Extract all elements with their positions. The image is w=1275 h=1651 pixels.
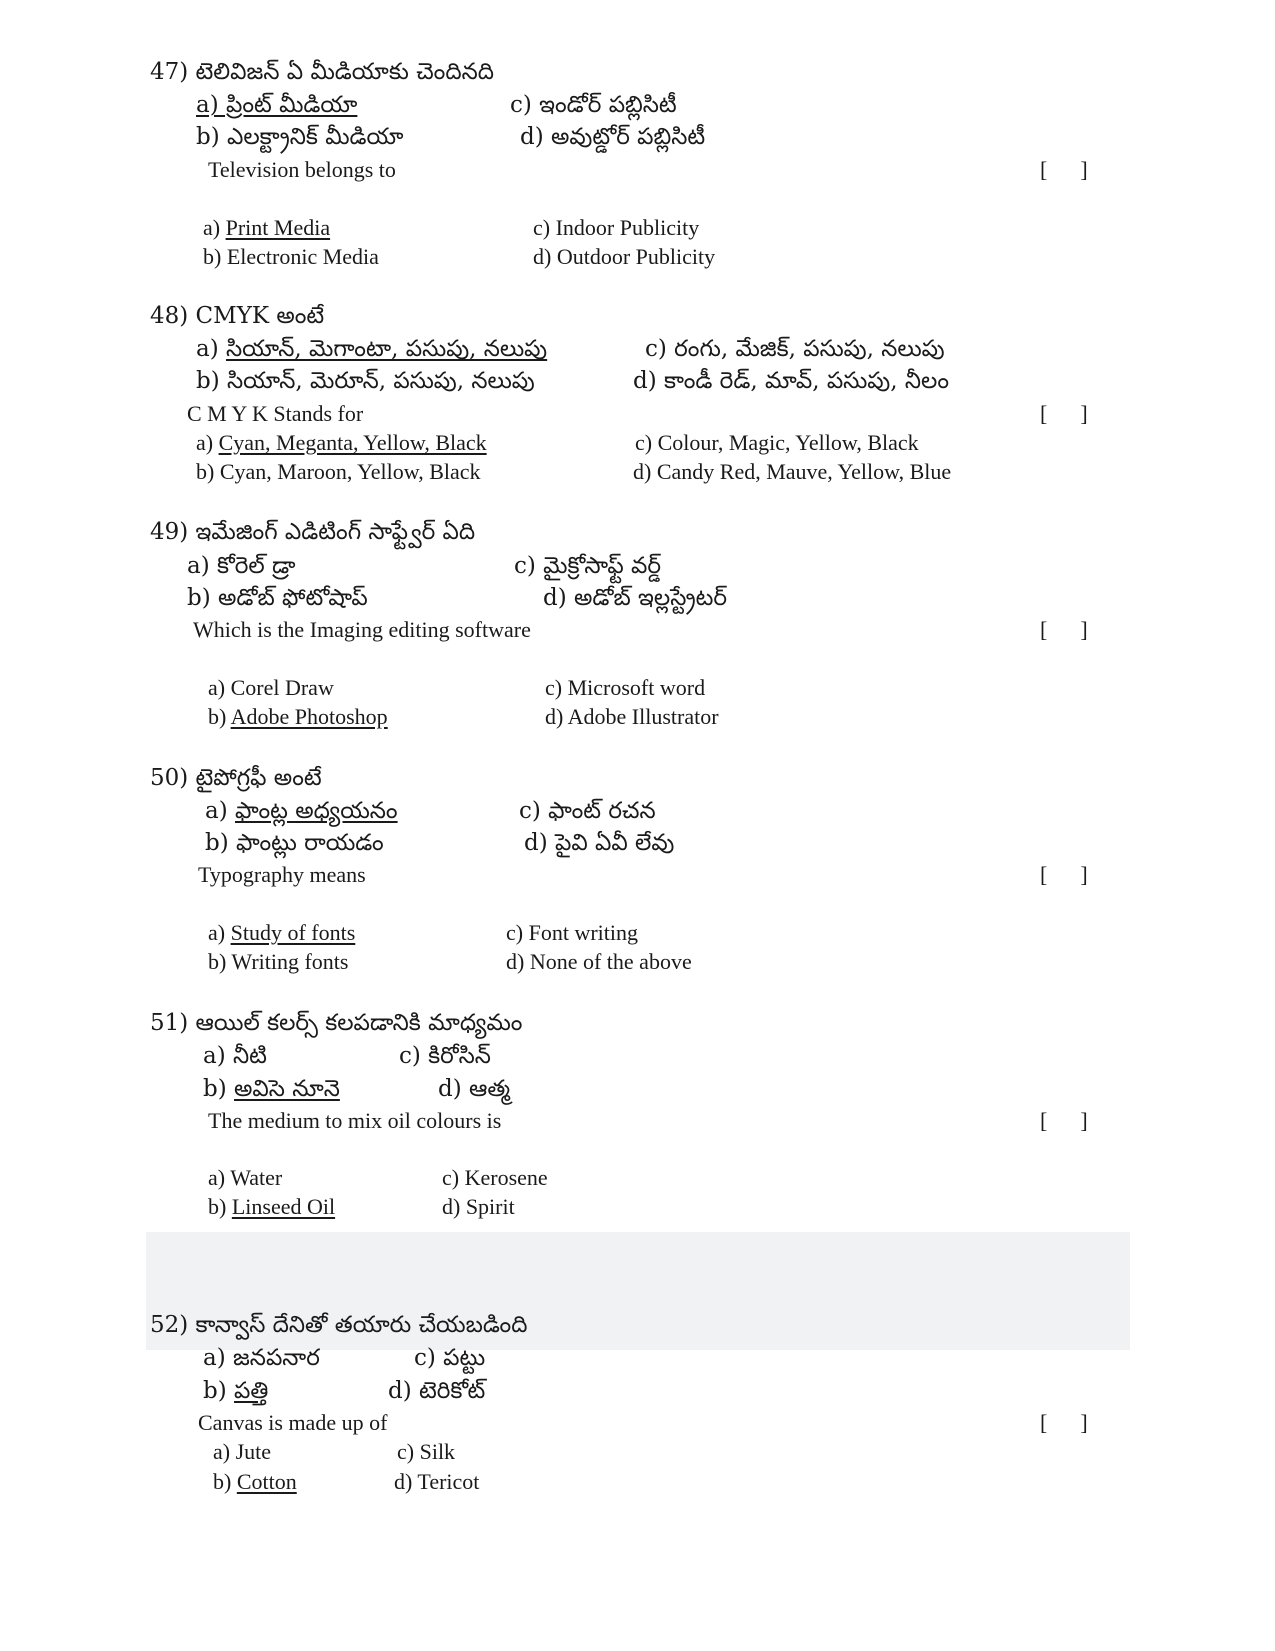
option-b-telugu — [203, 1078, 340, 1101]
question-text-english: Which is the Imaging editing software — [193, 617, 531, 642]
answer-underline: అవిసె నూనె — [234, 1076, 340, 1102]
answer-underline: Cotton — [236, 1469, 297, 1494]
option-c-telugu: c) రంగు, మేజిక్, పసుపు, నలుపు — [645, 336, 945, 362]
option-d-english: d) None of the above — [506, 949, 692, 974]
answer-bracket: [ ] — [1040, 1410, 1088, 1435]
question-text-english: The medium to mix oil colours is — [208, 1108, 502, 1133]
question-text-english: Typography means — [198, 862, 366, 887]
answer-bracket: [ ] — [1040, 617, 1088, 642]
option-c-english: c) Colour, Magic, Yellow, Black — [635, 430, 919, 455]
option-b-telugu: b) ఫాంట్లు రాయడం — [205, 830, 384, 856]
question-text-telugu: 51) ఆయిల్ కలర్స్ కలపడానికి మాధ్యమం — [150, 1010, 523, 1036]
question-text-telugu: 48) CMYK అంటే — [150, 303, 325, 329]
answer-underline: పత్తి — [234, 1378, 269, 1404]
option-label: a) — [196, 336, 226, 362]
option-c-telugu: c) ఇండోర్ పబ్లిసిటీ — [510, 92, 677, 118]
answer-underline: ఫాంట్ల అధ్యయనం — [235, 798, 398, 824]
answer-underline: Study of fonts — [230, 920, 356, 945]
option-b-telugu: b) ఎలక్ట్రానిక్ మీడియా — [196, 124, 404, 150]
option-d-telugu: d) పైవి ఏవీ లేవు — [524, 830, 675, 856]
option-b-telugu: b) అడోబ్ ఫోటోషాప్ — [187, 585, 368, 611]
answer-bracket: [ ] — [1040, 862, 1088, 887]
option-b-english: b) Writing fonts — [208, 949, 349, 974]
option-d-telugu: d) ఆత్మ — [438, 1076, 511, 1102]
option-c-english: c) Kerosene — [442, 1165, 548, 1190]
option-d-english: d) Spirit — [442, 1194, 515, 1219]
option-label: b) — [203, 1378, 235, 1404]
option-b-english — [208, 1196, 335, 1218]
option-label: b) — [203, 1076, 235, 1102]
option-a-telugu — [196, 338, 547, 361]
option-c-english: c) Indoor Publicity — [533, 215, 700, 240]
option-a-telugu: a) జనపనార — [203, 1345, 320, 1371]
answer-underline: సియాన్, మెగాంటా, పసుపు, నలుపు — [226, 336, 548, 362]
option-b-telugu: b) సియాన్, మెరూన్, పసుపు, నలుపు — [196, 368, 535, 394]
option-label: b) — [213, 1469, 237, 1494]
question-text-telugu: 47) టెలివిజన్ ఏ మీడియాకు చెందినది — [150, 59, 494, 85]
question-text-telugu: 49) ఇమేజింగ్ ఎడిటింగ్ సాఫ్ట్వేర్ ఏది — [150, 519, 476, 545]
option-d-telugu: d) టెరికోట్ — [388, 1378, 486, 1404]
option-c-telugu: c) మైక్రోసాఫ్ట్ వర్డ్ — [514, 553, 662, 579]
option-d-telugu: d) అడోబ్ ఇల్లస్ట్రేటర్ — [543, 585, 728, 611]
option-a-english — [208, 922, 355, 944]
answer-underline: Cyan, Meganta, Yellow, Black — [218, 430, 487, 455]
option-a-english — [196, 432, 487, 454]
option-b-english: b) Cyan, Maroon, Yellow, Black — [196, 459, 481, 484]
question-text-telugu: 52) కాన్వాస్ దేనితో తయారు చేయబడింది — [150, 1312, 528, 1338]
option-c-telugu: c) కిరోసిన్ — [399, 1043, 491, 1069]
answer-bracket: [ ] — [1040, 1108, 1088, 1133]
option-a-english: a) Jute — [213, 1439, 272, 1464]
option-b-english: b) Electronic Media — [203, 244, 379, 269]
option-b-english — [208, 706, 388, 728]
option-d-telugu: d) కాండీ రెడ్, మావ్, పసుపు, నీలం — [633, 368, 949, 394]
option-a-telugu — [205, 800, 398, 823]
option-b-english — [213, 1471, 297, 1493]
answer-bracket: [ ] — [1040, 401, 1088, 426]
option-a-telugu — [196, 94, 357, 117]
option-c-telugu: c) ఫాంట్ రచన — [519, 798, 656, 824]
option-d-english: d) Adobe Illustrator — [545, 704, 719, 729]
option-a-english — [203, 217, 330, 239]
option-label: a) — [203, 215, 226, 240]
option-label: b) — [208, 704, 231, 729]
option-a-telugu: a) కోరెల్ డ్రా — [187, 553, 296, 579]
option-d-telugu: d) అవుట్డోర్ పబ్లిసిటీ — [520, 124, 706, 150]
option-a-telugu: a) నీటి — [203, 1043, 267, 1069]
option-d-english: d) Outdoor Publicity — [533, 244, 716, 269]
answer-underline: Linseed Oil — [231, 1194, 336, 1219]
option-c-english: c) Font writing — [506, 920, 638, 945]
option-a-english: a) Water — [208, 1165, 283, 1190]
answer-underline: Print Media — [225, 215, 331, 240]
answer-underline: Adobe Photoshop — [230, 704, 388, 729]
option-label: a) — [196, 430, 219, 455]
question-text-english: Television belongs to — [208, 157, 396, 182]
option-label: a) — [208, 920, 231, 945]
option-a-english: a) Corel Draw — [208, 675, 334, 700]
option-c-english: c) Silk — [397, 1439, 456, 1464]
option-label: a) — [205, 798, 235, 824]
question-text-english: Canvas is made up of — [198, 1410, 388, 1435]
option-b-telugu — [203, 1380, 268, 1403]
option-c-telugu: c) పట్టు — [414, 1345, 486, 1371]
answer-underline: a) ప్రింట్ మీడియా — [196, 92, 358, 118]
question-text-telugu: 50) టైపోగ్రఫీ అంటే — [150, 765, 322, 791]
question-text-english: C M Y K Stands for — [187, 401, 364, 426]
option-d-english: d) Candy Red, Mauve, Yellow, Blue — [633, 459, 952, 484]
answer-bracket: [ ] — [1040, 157, 1088, 182]
option-label: b) — [208, 1194, 232, 1219]
option-c-english: c) Microsoft word — [545, 675, 706, 700]
option-d-english: d) Tericot — [394, 1469, 480, 1494]
